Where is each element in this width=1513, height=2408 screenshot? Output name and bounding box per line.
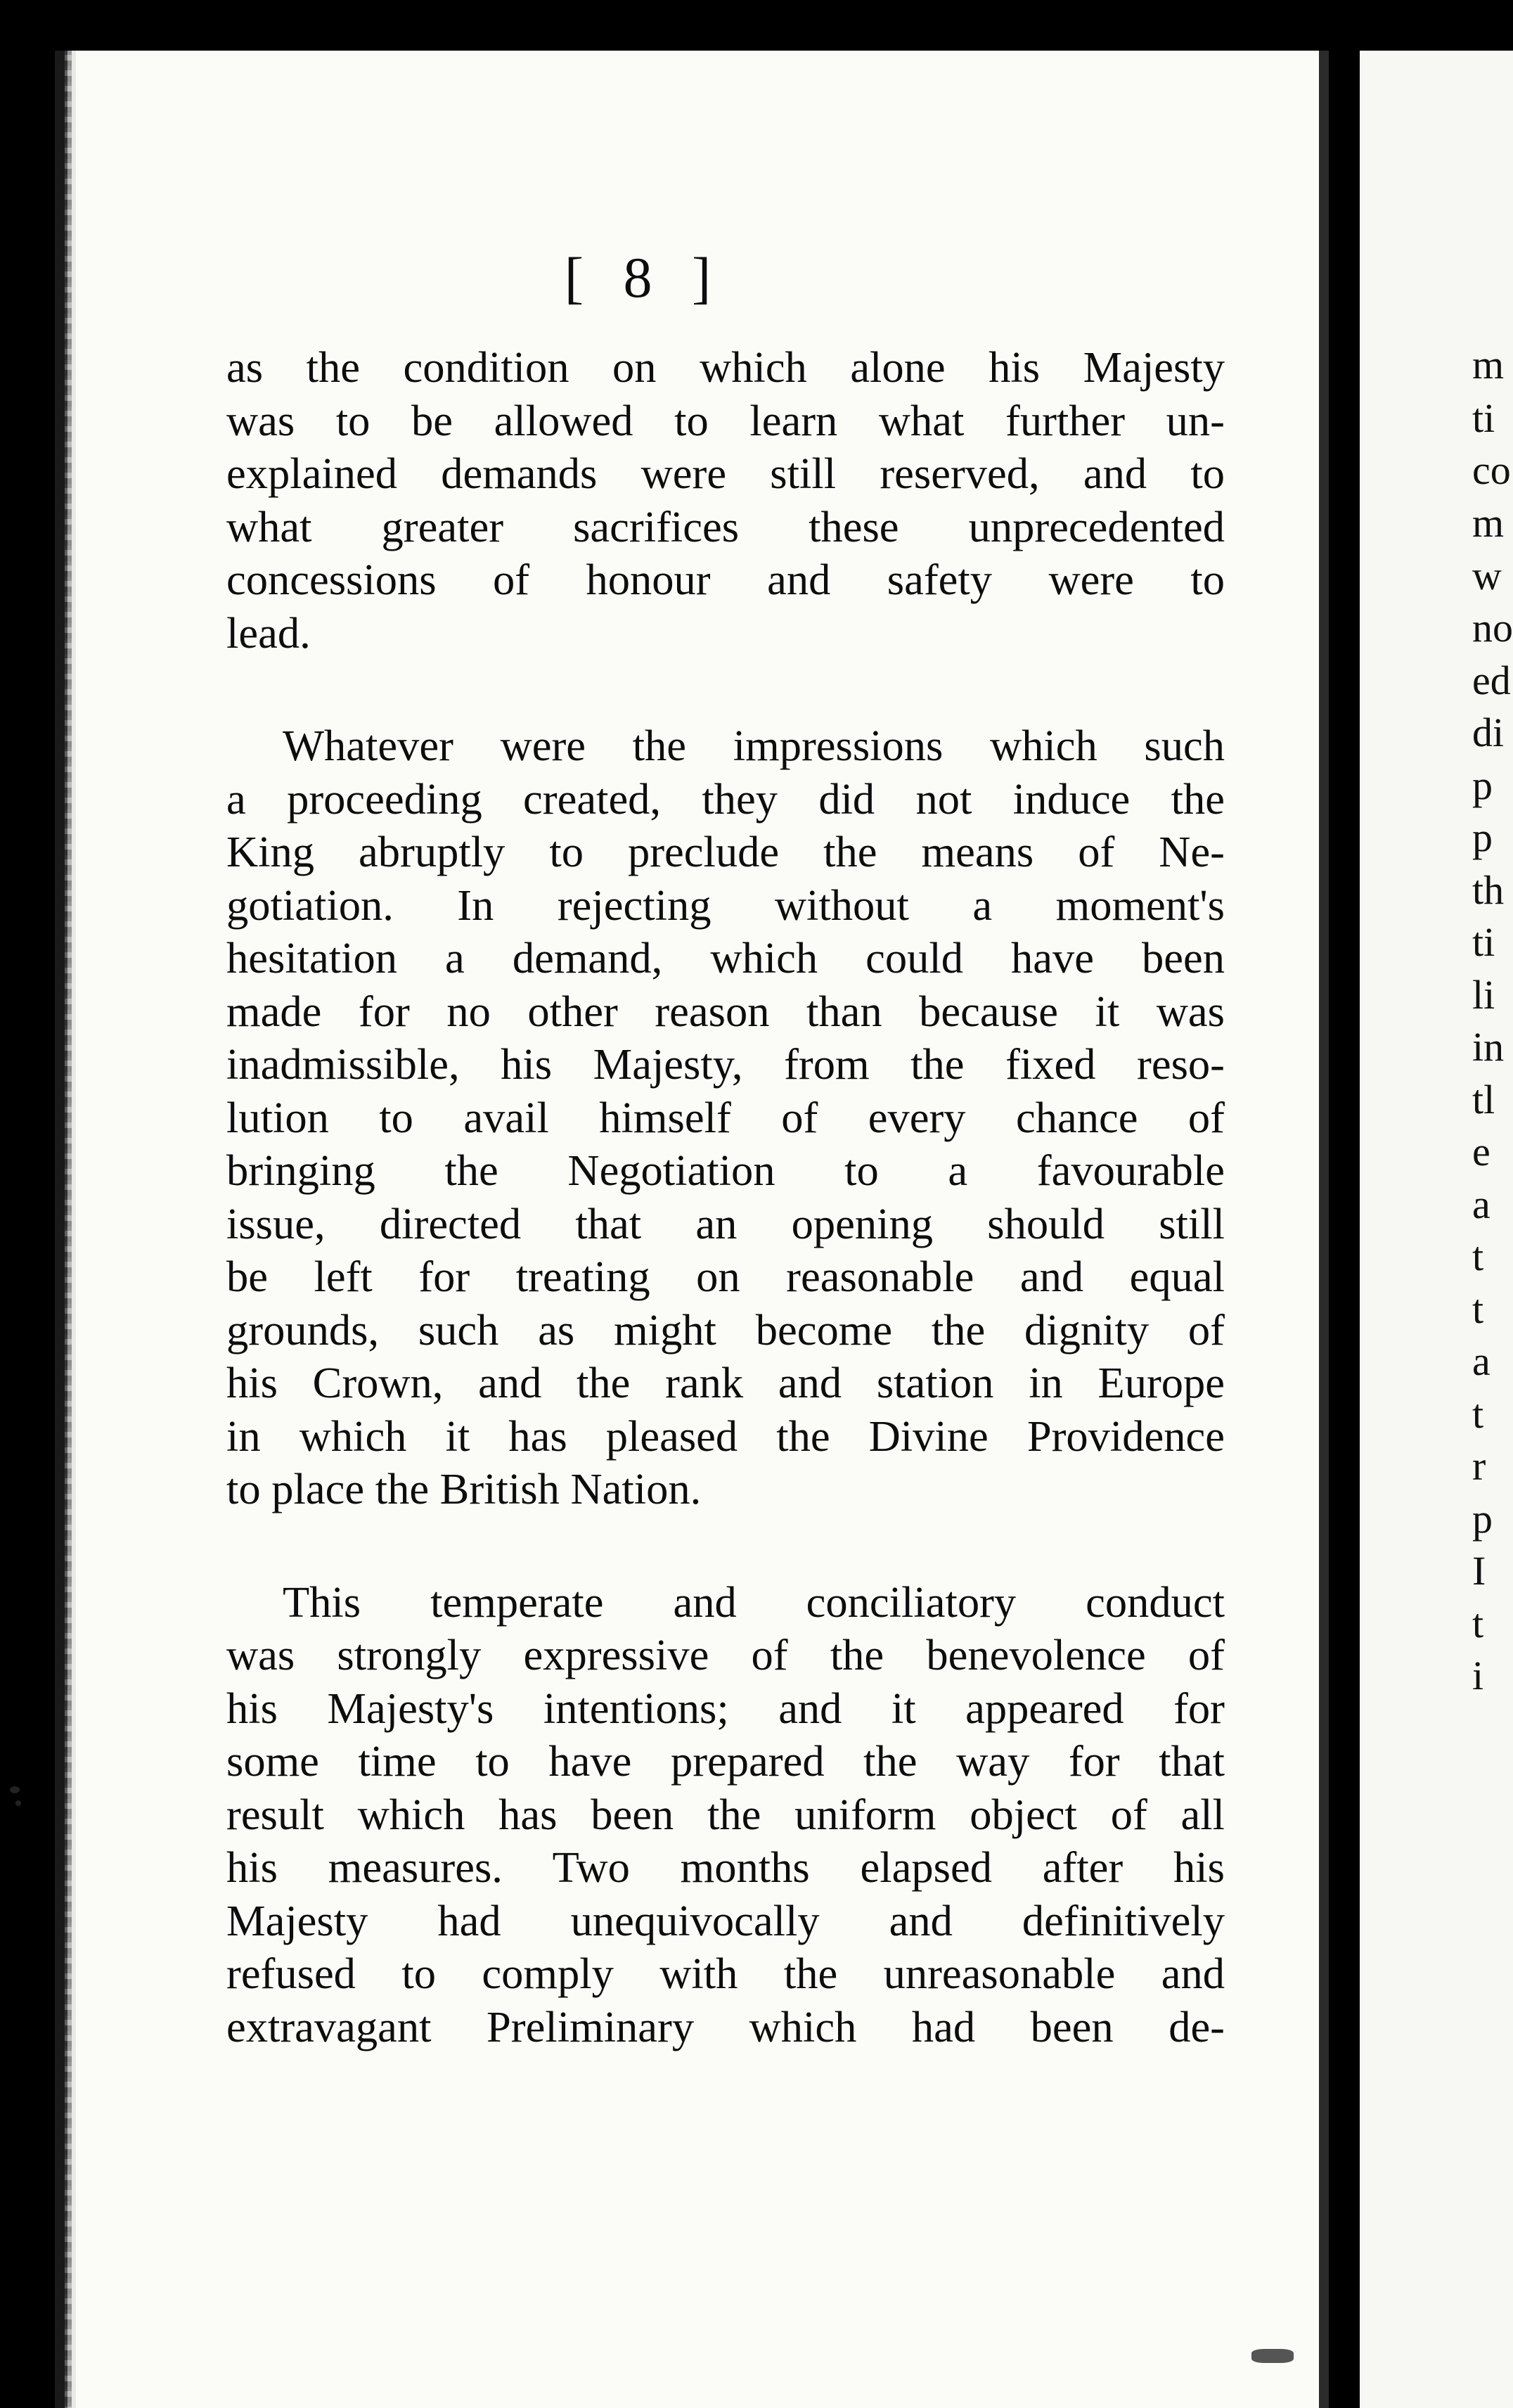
paragraph-1 [226,341,1225,660]
text-line: lution to avail himself of every chance of [226,1092,1225,1142]
text-line: King abruptly to preclude the means of Ne- [226,827,1225,876]
facing-text-fragment: in [1472,1024,1505,1070]
page-edge [65,51,72,2408]
facing-text-fragment: e [1472,1129,1491,1174]
text-line: This temperate and conciliatory conduct [283,1577,1225,1627]
text-line: to place the British Nation. [226,1464,702,1513]
text-line: some time to have prepared the way for that [226,1736,1225,1786]
facing-text-fragment: t [1472,1601,1484,1646]
facing-page [1360,51,1513,2408]
text-line: explained demands were still reserved, and to [226,449,1225,498]
text-line: grounds, such as might become the dignity of [226,1305,1225,1354]
text-line: concessions of honour and safety were to [226,555,1225,604]
facing-text-fragment: m [1472,500,1505,546]
text-line: his Majesty's intentions; and it appeared for [226,1683,1225,1733]
text-line: Majesty had unequivocally and definitively [226,1895,1225,1945]
facing-text-fragment: co [1472,447,1511,493]
facing-text-fragment: p [1472,814,1493,860]
body-text [226,341,1225,2054]
scan-speck [1251,2349,1294,2363]
scan-speck [10,1786,20,1793]
facing-text-fragment: li [1472,972,1495,1018]
facing-text-fragment: a [1472,1181,1491,1227]
text-line: a proceeding created, they did not induce the [226,774,1225,824]
facing-text-fragment: tl [1472,1077,1495,1122]
text-line: as the condition on which alone his Majesty [226,342,1225,392]
text-line: refused to comply with the unreasonable and [226,1949,1225,1998]
text-line: made for no other reason than because it was [226,986,1225,1036]
facing-text-fragment: p [1472,1496,1493,1542]
facing-text-fragment: a [1472,1338,1491,1384]
text-line: gotiation. In rejecting without a moment's [226,880,1225,930]
facing-text-fragment: m [1472,342,1505,388]
text-line: was to be allowed to learn what further un- [226,395,1225,445]
facing-text-fragment: no [1472,605,1513,651]
text-line: result which has been the uniform object of all [226,1789,1225,1839]
facing-text-fragment: p [1472,762,1493,808]
text-line: Whatever were the impressions which such [283,721,1225,770]
text-line: inadmissible, his Majesty, from the fixed reso- [226,1039,1225,1089]
facing-text-fragment: t [1472,1286,1484,1332]
text-line: was strongly expressive of the benevolence of [226,1630,1225,1679]
text-line: in which it has pleased the Divine Providence [226,1411,1225,1461]
facing-text-fragment: ed [1472,658,1511,703]
facing-text-fragment: i [1472,1653,1484,1698]
paragraph-3 [226,1576,1225,2054]
text-line: lead. [226,608,311,658]
facing-text-fragment: ti [1472,395,1495,441]
text-line: hesitation a demand, which could have been [226,933,1225,982]
text-line: issue, directed that an opening should still [226,1198,1225,1248]
text-line: bringing the Negotiation to a favourable [226,1146,1225,1195]
text-line: what greater sacrifices these unprecedented [226,501,1225,551]
text-line: his Crown, and the rank and station in Europe [226,1358,1225,1407]
scan-speck [15,1800,21,1806]
facing-text-fragment: di [1472,710,1505,755]
scan-left-border [0,0,55,2408]
facing-text-fragment: th [1472,867,1505,913]
facing-text-fragment: r [1472,1443,1486,1489]
facing-text-fragment: t [1472,1234,1484,1279]
facing-text-fragment: t [1472,1391,1484,1437]
facing-text-fragment: I [1472,1548,1486,1594]
text-line: his measures. Two months elapsed after his [226,1843,1225,1892]
paragraph-2 [226,719,1225,1516]
facing-text-fragment: ti [1472,919,1495,965]
page-number: [ 8 ] [564,245,724,309]
text-line: extravagant Preliminary which had been de- [226,2002,1225,2051]
book-gutter [1329,0,1360,2408]
text-line: be left for treating on reasonable and equal [226,1252,1225,1301]
facing-text-fragment: w [1472,553,1502,598]
